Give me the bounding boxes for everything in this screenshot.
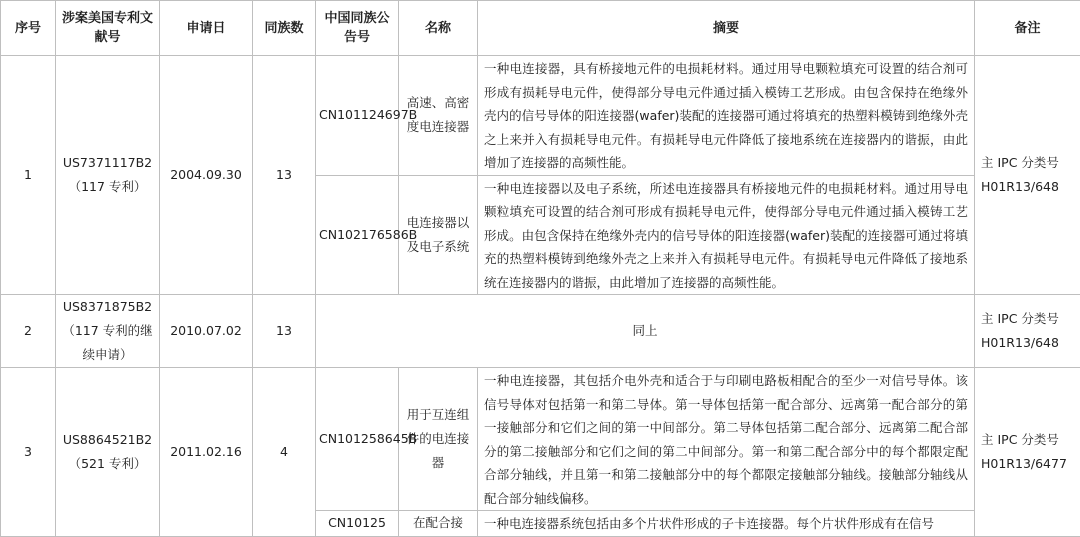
abstract-text: 一种电连接器，具有桥接地元件的电损耗材料。通过用导电颗粒填充可设置的结合剂可形成有损耗导电元件，使得部分导电元件通过插入模铸工艺形成。由包含保持在绝缘外壳内的信号导体的阳连接器(wafer)装配的连接器可通过将填充的热塑料模铸到绝缘外壳之上来并入有损耗导电元件。有损耗导电元件降低了接地系统在连接器内的谐振，由此增加了连接器的高频性能。 xyxy=(478,56,975,176)
remark-label: 主 IPC 分类号 xyxy=(981,151,1080,175)
abstract-text: 一种电连接器系统包括由多个片状件形成的子卡连接器。每个片状件形成有在信号 xyxy=(478,511,975,537)
same-as-above: 同上 xyxy=(316,295,975,368)
us-patent-cell xyxy=(56,295,160,368)
remark-cell xyxy=(975,368,1080,537)
abstract-text: 一种电连接器以及电子系统，所述电连接器具有桥接地元件的电损耗材料。通过用导电颗粒填充可设置的结合剂可形成有损耗导电元件，使得部分导电元件通过插入模铸工艺形成。由包含保持在绝缘外壳内的信号导体的阳连接器(wafer)装配的连接器可通过将填充的热塑料模铸到绝缘外壳之上来并入有损耗导电元件。有损耗导电元件降低了接地系统在连接器内的谐振，由此增加了连接器的高频性能。 xyxy=(478,175,975,295)
cn-name: 用于互连组件的电连接器 xyxy=(399,368,478,511)
table-row xyxy=(1,368,1080,511)
cn-name: 在配合接 xyxy=(399,511,478,537)
row-index: 2 xyxy=(1,295,56,368)
remark-cell xyxy=(975,56,1080,295)
us-patent-number: US8371875B2 xyxy=(56,295,159,319)
header-remark: 备注 xyxy=(975,1,1080,56)
cn-name: 高速、高密度电连接器 xyxy=(399,56,478,176)
remark-ipc: H01R13/6477 xyxy=(981,452,1080,476)
cn-pub-no: CN102176586B xyxy=(316,175,399,295)
cn-pub-no: CN10125 xyxy=(316,511,399,537)
header-name: 名称 xyxy=(399,1,478,56)
cn-pub-no: CN101258645B xyxy=(316,368,399,511)
remark-cell xyxy=(975,295,1080,368)
us-patent-number: US7371117B2 xyxy=(56,151,159,175)
remark-label: 主 IPC 分类号 xyxy=(981,307,1080,331)
row-index: 3 xyxy=(1,368,56,537)
us-patent-note: （521 专利） xyxy=(56,452,159,476)
cn-pub-no: CN101124697B xyxy=(316,56,399,176)
family-count: 13 xyxy=(253,295,316,368)
table-row xyxy=(1,295,1080,368)
header-filing-date: 申请日 xyxy=(160,1,253,56)
filing-date: 2004.09.30 xyxy=(160,56,253,295)
header-index: 序号 xyxy=(1,1,56,56)
header-us-patent: 涉案美国专利文献号 xyxy=(56,1,160,56)
remark-ipc: H01R13/648 xyxy=(981,331,1080,355)
us-patent-cell xyxy=(56,368,160,537)
row-index: 1 xyxy=(1,56,56,295)
remark-ipc: H01R13/648 xyxy=(981,175,1080,199)
family-count: 13 xyxy=(253,56,316,295)
header-family-count: 同族数 xyxy=(253,1,316,56)
us-patent-note: （117 专利） xyxy=(56,175,159,199)
us-patent-note: （117 专利的继续申请） xyxy=(56,319,159,367)
remark-label: 主 IPC 分类号 xyxy=(981,428,1080,452)
us-patent-cell xyxy=(56,56,160,295)
header-abstract: 摘要 xyxy=(478,1,975,56)
cn-name: 电连接器以及电子系统 xyxy=(399,175,478,295)
header-row xyxy=(1,1,1080,56)
table-row xyxy=(1,56,1080,176)
abstract-text: 一种电连接器，其包括介电外壳和适合于与印刷电路板相配合的至少一对信号导体。该信号导体对包括第一和第二导体。第一导体包括第一配合部分、远离第一配合部分的第一接触部分和它们之间的第一中间部分。第二导体包括第二配合部分、远离第二配合部分的第二接触部分和它们之间的第二中间部分。第一和第二配合部分中的每个都限定配合部分轴线，并且第一和第二接触部分中的每个都限定接触部分轴线。接触部分轴线从配合部分轴线偏移。 xyxy=(478,368,975,511)
us-patent-number: US8864521B2 xyxy=(56,428,159,452)
filing-date: 2010.07.02 xyxy=(160,295,253,368)
header-cn-pub-no: 中国同族公告号 xyxy=(316,1,399,56)
filing-date: 2011.02.16 xyxy=(160,368,253,537)
family-count: 4 xyxy=(253,368,316,537)
